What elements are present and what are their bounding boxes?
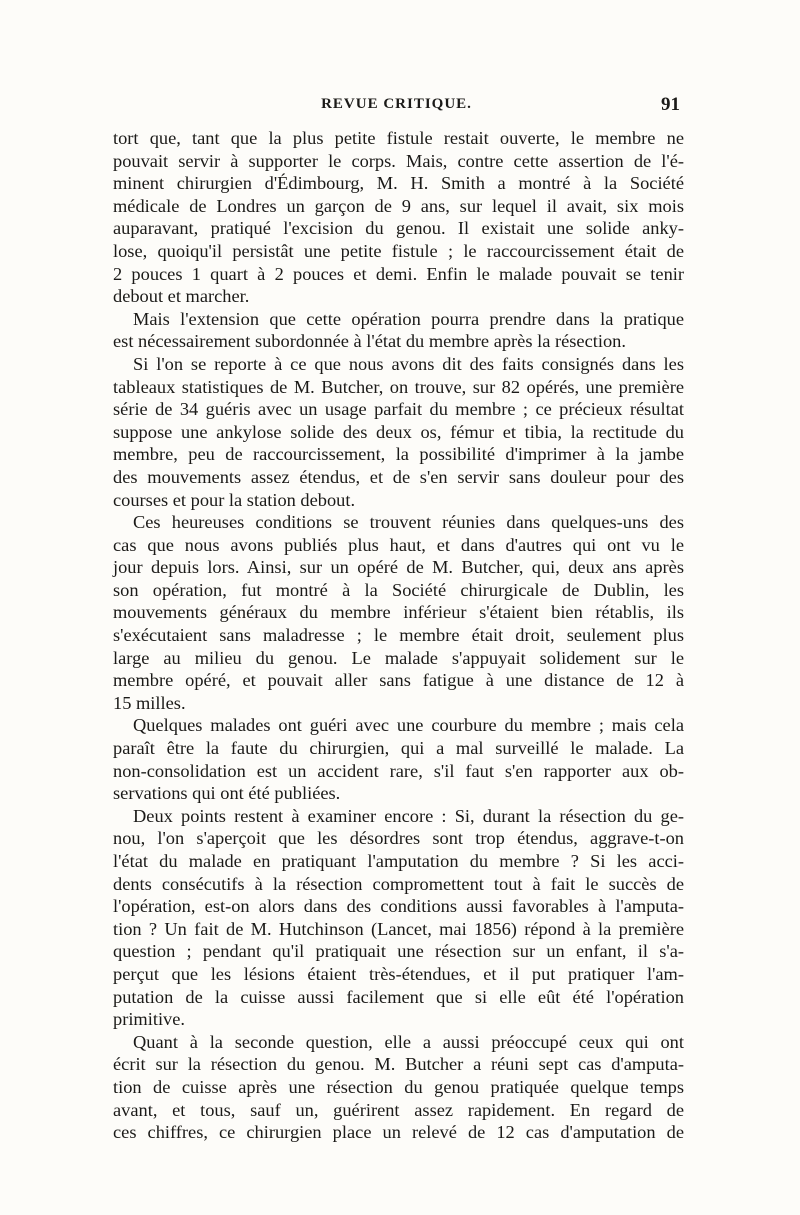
text-line: médicale de Londres un garçon de 9 ans, sur lequel il avait, six mois [113,195,684,216]
text-line: 2 pouces 1 quart à 2 pouces et demi. Enfin le malade pouvait se tenir [113,263,684,284]
paragraph [113,353,684,511]
paragraph [113,127,684,308]
text-line: 15 milles. [113,692,186,713]
paragraph [113,511,684,714]
text-line: membre opéré, et pouvait aller sans fatigue à une distance de 12 à [113,670,684,691]
text-line: paraît être la faute du chirurgien, qui a mal surveillé le malade. La [113,738,684,759]
text-line: suppose une ankylose solide des deux os, fémur et tibia, la rectitude du [113,421,684,442]
text-line: l'opération, est-on alors dans des conditions aussi favorables à l'amputa- [113,896,684,917]
text-line: cas que nous avons publiés plus haut, et dans d'autres qui ont vu le [113,534,684,555]
text-line: Si l'on se reporte à ce que nous avons dit des faits consignés dans les [133,353,684,374]
text-line: dents consécutifs à la résection compromettent tout à fait le succès de [113,873,684,894]
paragraph [113,714,684,804]
running-title: REVUE CRITIQUE. [321,96,472,112]
text-line: tort que, tant que la plus petite fistule restait ouverte, le membre ne [113,128,684,148]
text-line: pouvait servir à supporter le corps. Mais, contre cette assertion de l'é- [113,150,684,171]
text-line: debout et marcher. [113,286,250,307]
text-line: Quelques malades ont guéri avec une courbure du membre ; mais cela [133,715,684,736]
text-line: jour depuis lors. Ainsi, sur un opéré de M. Butcher, qui, deux ans après [113,557,684,578]
text-line: non-consolidation est un accident rare, s'il faut s'en rapporter aux ob- [113,760,684,781]
text-line: courses et pour la station debout. [113,489,356,510]
text-line: membre, peu de raccourcissement, la possibilité d'imprimer à la jambe [113,444,684,465]
text-line: putation de la cuisse aussi facilement que si elle eût été l'opération [113,986,684,1007]
text-line: tion ? Un fait de M. Hutchinson (Lancet, mai 1856) répond à la première [113,918,684,939]
text-line: auparavant, pratiqué l'excision du genou. Il existait une solide anky- [113,218,684,239]
text-line: s'exécutaient sans maladresse ; le membre était droit, seulement plus [113,625,684,646]
text-line: primitive. [113,1009,186,1030]
text-line: Mais l'extension que cette opération pourra prendre dans la pratique [133,308,684,329]
text-line: Quant à la seconde question, elle a aussi préoccupé ceux qui ont [133,1031,684,1052]
paragraph [113,1031,684,1144]
text-line: tableaux statistiques de M. Butcher, on trouve, sur 82 opérés, une première [113,376,684,397]
paragraph [113,308,684,353]
text-line: perçut que les lésions étaient très-étendues, et il put pratiquer l'am- [113,963,684,984]
text-line: ces chiffres, ce chirurgien place un relevé de 12 cas d'amputation de [113,1122,684,1143]
text-line: Ces heureuses conditions se trouvent réunies dans quelques-uns des [133,512,684,533]
text-line: question ; pendant qu'il pratiquait une résection sur un enfant, il s'a- [113,941,684,962]
text-line: est nécessairement subordonnée à l'état du membre après la résection. [113,331,626,352]
text-line: écrit sur la résection du genou. M. Butcher a réuni sept cas d'amputa- [113,1054,684,1075]
text-line: lose, quoiqu'il persistât une petite fistule ; le raccourcissement était de [113,240,684,261]
page-header [113,96,680,120]
text-line: nou, l'on s'aperçoit que les désordres sont trop étendus, aggrave-t-on [113,828,684,849]
text-line: tion de cuisse après une résection du genou pratiquée quelque temps [113,1076,684,1097]
page-number: 91 [661,94,680,115]
body-text [113,127,684,1144]
text-line: avant, et tous, sauf un, guérirent assez rapidement. En regard de [113,1099,684,1120]
text-line: mouvements généraux du membre inférieur s'étaient bien rétablis, ils [113,602,684,623]
text-line: son opération, fut montré à la Société chirurgicale de Dublin, les [113,579,684,600]
text-line: servations qui ont été publiées. [113,783,341,804]
paragraph [113,805,684,1031]
text-line: des mouvements assez étendus, et de s'en servir sans douleur pour des [113,466,684,487]
text-line: série de 34 guéris avec un usage parfait du membre ; ce précieux résultat [113,399,684,420]
text-line: large au milieu du genou. Le malade s'appuyait solidement sur le [113,647,684,668]
text-line: Deux points restent à examiner encore : Si, durant la résection du ge- [133,805,684,826]
text-line: l'état du malade en pratiquant l'amputation du membre ? Si les acci- [113,851,684,871]
text-line: minent chirurgien d'Édimbourg, M. H. Smith a montré à la Société [113,173,684,194]
